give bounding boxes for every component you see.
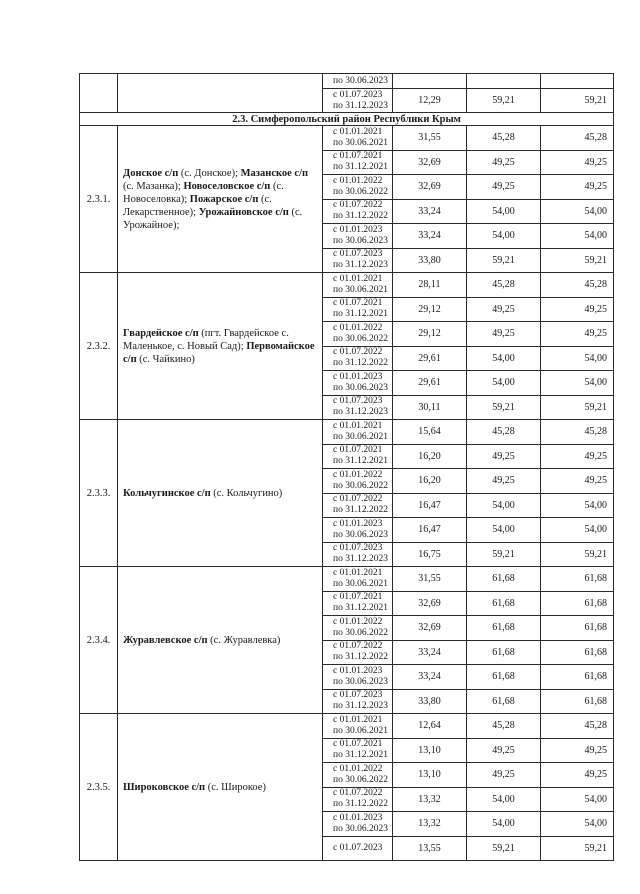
period-cell (323, 689, 393, 714)
value-v3: 61,68 (541, 591, 614, 616)
period-to: по 31.12.2021 (333, 162, 388, 173)
value-v1: 15,64 (393, 420, 467, 445)
settlement-name-bold: Широковское с/п (123, 781, 206, 793)
value-v3: 45,28 (541, 714, 614, 739)
period-from: с 01.07.2022 (333, 788, 383, 799)
period-from: с 01.01.2023 (333, 518, 383, 529)
value-v2: 61,68 (467, 591, 541, 616)
value-v3: 49,25 (541, 763, 614, 788)
settlement-name-text: (с. Мазанка); (123, 180, 184, 192)
period-cell (323, 395, 393, 420)
value-v1: 33,80 (393, 248, 467, 273)
period-cell (323, 346, 393, 371)
settlement-name-text: (с. Широкое) (205, 781, 266, 793)
period-from: с 01.01.2023 (333, 371, 383, 382)
table-row (80, 420, 614, 445)
period-cell (323, 248, 393, 273)
period-cell (323, 714, 393, 739)
settlement-name-text: (с. Чайкино) (136, 353, 195, 365)
value-v2: 61,68 (467, 689, 541, 714)
code-cell (80, 74, 118, 113)
settlement-name (118, 567, 323, 714)
value-v1: 16,47 (393, 518, 467, 543)
value-v3: 54,00 (541, 493, 614, 518)
period-cell (323, 371, 393, 396)
value-v3: 45,28 (541, 126, 614, 151)
value-v1: 12,64 (393, 714, 467, 739)
value-v1: 13,32 (393, 812, 467, 837)
name-cell (118, 74, 323, 113)
settlement-name (118, 420, 323, 567)
period-from: с 01.07.2023 (333, 842, 383, 853)
settlement-name-bold: Донское с/п (123, 167, 179, 179)
period-cell (323, 126, 393, 151)
period-to: по 31.12.2022 (333, 799, 388, 810)
value-v1: 29,12 (393, 322, 467, 347)
period-to: по 31.12.2023 (333, 100, 388, 111)
value-v3: 54,00 (541, 812, 614, 837)
value-v3: 59,21 (541, 89, 614, 113)
table-row (80, 126, 614, 151)
value-v2 (467, 74, 541, 89)
value-v1: 31,55 (393, 126, 467, 151)
period-from: с 01.01.2022 (333, 322, 383, 333)
period-from: с 01.01.2022 (333, 175, 383, 186)
table-row (80, 74, 614, 89)
period-from: с 01.01.2023 (333, 812, 383, 823)
tariff-table (79, 73, 614, 861)
item-code: 2.3.2. (80, 273, 118, 420)
value-v1: 16,47 (393, 493, 467, 518)
period-cell (323, 763, 393, 788)
period-from: с 01.07.2021 (333, 592, 383, 603)
period-cell (323, 567, 393, 592)
settlement-name-bold: Пожарское с/п (189, 193, 259, 205)
period-from: с 01.01.2022 (333, 616, 383, 627)
value-v3: 49,25 (541, 322, 614, 347)
period-to: по 31.12.2022 (333, 652, 388, 663)
period-to: по 30.06.2022 (333, 627, 388, 638)
value-v2: 49,25 (467, 763, 541, 788)
period-cell (323, 640, 393, 665)
value-v2: 61,68 (467, 616, 541, 641)
period-to: по 30.06.2022 (333, 774, 388, 785)
section-title: 2.3. Симферопольский район Республики Крым (80, 113, 614, 126)
value-v1: 29,61 (393, 346, 467, 371)
value-v2: 54,00 (467, 199, 541, 224)
value-v1: 28,11 (393, 273, 467, 298)
period-cell (323, 89, 393, 113)
period-cell (323, 591, 393, 616)
value-v1: 16,75 (393, 542, 467, 567)
value-v2: 61,68 (467, 665, 541, 690)
settlement-name-text: (с. Новоселовка); (123, 180, 284, 205)
period-from: с 01.07.2023 (333, 690, 383, 701)
period-to: по 31.12.2023 (333, 407, 388, 418)
value-v3: 59,21 (541, 248, 614, 273)
period-cell (323, 836, 393, 861)
settlement-name-bold: Урожайновское с/п (198, 206, 289, 218)
period-from: с 01.01.2022 (333, 469, 383, 480)
value-v1: 13,10 (393, 738, 467, 763)
value-v1: 32,69 (393, 616, 467, 641)
value-v2: 45,28 (467, 420, 541, 445)
period-from: с 01.01.2023 (333, 665, 383, 676)
value-v2: 49,25 (467, 469, 541, 494)
value-v1: 13,32 (393, 787, 467, 812)
item-code: 2.3.5. (80, 714, 118, 861)
value-v3: 49,25 (541, 444, 614, 469)
period-to: по 31.12.2022 (333, 358, 388, 369)
value-v2: 45,28 (467, 126, 541, 151)
settlement-name-bold: Новоселовское с/п (183, 180, 271, 192)
section-row (80, 113, 614, 126)
value-v3: 54,00 (541, 371, 614, 396)
value-v2: 54,00 (467, 787, 541, 812)
value-v1: 33,24 (393, 640, 467, 665)
value-v3: 61,68 (541, 665, 614, 690)
settlement-name-text: (с. Кольчугино) (210, 487, 283, 499)
period-to: по 30.06.2022 (333, 480, 388, 491)
period-from: с 01.07.2021 (333, 445, 383, 456)
period-to: по 30.06.2022 (333, 186, 388, 197)
period-cell (323, 322, 393, 347)
value-v2: 49,25 (467, 322, 541, 347)
settlement-name-bold: Журавлевское с/п (123, 634, 208, 646)
settlement-name-bold: Мазанское с/п (240, 167, 309, 179)
period-from: с 01.01.2021 (333, 126, 383, 137)
value-v2: 59,21 (467, 542, 541, 567)
value-v3: 61,68 (541, 616, 614, 641)
settlement-name (118, 273, 323, 420)
value-v2: 49,25 (467, 175, 541, 200)
value-v2: 54,00 (467, 493, 541, 518)
item-code: 2.3.1. (80, 126, 118, 273)
period-to: по 30.06.2021 (333, 578, 388, 589)
value-v3: 49,25 (541, 150, 614, 175)
settlement-name-text: (с. Лекарственное); (123, 193, 272, 218)
value-v2: 54,00 (467, 224, 541, 249)
period-cell (323, 74, 393, 89)
period-cell (323, 787, 393, 812)
period-from: с 01.07.2022 (333, 200, 383, 211)
value-v3: 45,28 (541, 420, 614, 445)
period-from: с 01.07.2023 (333, 89, 383, 100)
settlement-name-bold: Первомайское с/п (123, 340, 315, 365)
value-v3: 45,28 (541, 273, 614, 298)
settlement-name-text: (пгт. Гвардейское с. Маленькое, с. Новый Сад); (123, 327, 289, 352)
item-code: 2.3.4. (80, 567, 118, 714)
period-to: по 31.12.2021 (333, 309, 388, 320)
period-from: с 01.07.2021 (333, 298, 383, 309)
period-cell (323, 175, 393, 200)
value-v3: 61,68 (541, 567, 614, 592)
period-to: по 30.06.2021 (333, 725, 388, 736)
period-cell (323, 665, 393, 690)
value-v2: 45,28 (467, 714, 541, 739)
value-v1 (393, 74, 467, 89)
settlement-name-bold: Кольчугинское с/п (123, 487, 211, 499)
value-v1: 32,69 (393, 175, 467, 200)
value-v1: 16,20 (393, 444, 467, 469)
settlement-name-text: (с. Донское); (178, 167, 241, 179)
value-v2: 49,25 (467, 444, 541, 469)
value-v3: 54,00 (541, 224, 614, 249)
period-from: с 01.07.2023 (333, 543, 383, 554)
period-cell (323, 812, 393, 837)
period-from: с 01.07.2021 (333, 151, 383, 162)
value-v1: 32,69 (393, 150, 467, 175)
value-v1: 16,20 (393, 469, 467, 494)
period-from: с 01.01.2021 (333, 714, 383, 725)
period-to: по 30.06.2023 (333, 235, 388, 246)
period-from: с 01.01.2023 (333, 224, 383, 235)
period-from: с 01.07.2021 (333, 739, 383, 750)
period-to: по 30.06.2023 (333, 823, 388, 834)
period-cell (323, 224, 393, 249)
period-to: по 30.06.2023 (333, 676, 388, 687)
period-cell (323, 518, 393, 543)
table-row (80, 714, 614, 739)
value-v1: 29,61 (393, 371, 467, 396)
value-v3: 49,25 (541, 175, 614, 200)
period-from: с 01.07.2022 (333, 494, 383, 505)
period-from: с 01.01.2022 (333, 763, 383, 774)
value-v3: 54,00 (541, 518, 614, 543)
value-v2: 54,00 (467, 812, 541, 837)
period-to: по 30.06.2023 (333, 382, 388, 393)
value-v2: 54,00 (467, 518, 541, 543)
period-to: по 30.06.2023 (333, 529, 388, 540)
period-from: с 01.01.2021 (333, 273, 383, 284)
period-from: с 01.07.2022 (333, 347, 383, 358)
period-to: по 31.12.2022 (333, 211, 388, 222)
value-v1: 30,11 (393, 395, 467, 420)
value-v3: 49,25 (541, 469, 614, 494)
settlement-name-text: (с. Журавлевка) (207, 634, 281, 646)
period-to: по 31.12.2023 (333, 260, 388, 271)
value-v3: 49,25 (541, 738, 614, 763)
period-cell (323, 616, 393, 641)
period-cell (323, 493, 393, 518)
period-to: по 30.06.2021 (333, 431, 388, 442)
period-cell (323, 150, 393, 175)
period-to: по 31.12.2023 (333, 554, 388, 565)
value-v2: 59,21 (467, 89, 541, 113)
value-v3: 54,00 (541, 346, 614, 371)
settlement-name (118, 126, 323, 273)
period-from: с 01.01.2021 (333, 567, 383, 578)
period-to: по 30.06.2021 (333, 284, 388, 295)
value-v2: 59,21 (467, 248, 541, 273)
period-to: по 30.06.2021 (333, 137, 388, 148)
period-to: по 31.12.2021 (333, 603, 388, 614)
value-v1: 33,24 (393, 199, 467, 224)
value-v3: 59,21 (541, 542, 614, 567)
period-from: с 01.07.2023 (333, 249, 383, 260)
value-v2: 49,25 (467, 738, 541, 763)
table-row (80, 567, 614, 592)
item-code: 2.3.3. (80, 420, 118, 567)
period-cell (323, 542, 393, 567)
period-cell (323, 444, 393, 469)
period-cell (323, 297, 393, 322)
value-v1: 13,10 (393, 763, 467, 788)
value-v1: 29,12 (393, 297, 467, 322)
period-to: по 31.12.2022 (333, 505, 388, 516)
period-to: по 31.12.2023 (333, 701, 388, 712)
value-v3: 54,00 (541, 787, 614, 812)
value-v3 (541, 74, 614, 89)
value-v3: 59,21 (541, 395, 614, 420)
value-v2: 59,21 (467, 395, 541, 420)
period-to: по 30.06.2022 (333, 333, 388, 344)
value-v3: 49,25 (541, 297, 614, 322)
period-cell (323, 273, 393, 298)
table-row (80, 273, 614, 298)
value-v1: 13,55 (393, 836, 467, 861)
period-from: с 01.01.2021 (333, 420, 383, 431)
period-to: по 31.12.2021 (333, 750, 388, 761)
value-v3: 61,68 (541, 689, 614, 714)
value-v1: 33,24 (393, 224, 467, 249)
value-v3: 59,21 (541, 836, 614, 861)
value-v2: 54,00 (467, 346, 541, 371)
settlement-name-bold: Гвардейское с/п (123, 327, 199, 339)
value-v1: 31,55 (393, 567, 467, 592)
value-v2: 49,25 (467, 150, 541, 175)
value-v1: 32,69 (393, 591, 467, 616)
value-v2: 45,28 (467, 273, 541, 298)
period-cell (323, 469, 393, 494)
settlement-name-text: (с. Урожайное); (123, 206, 303, 231)
period-from: с 01.07.2023 (333, 396, 383, 407)
value-v2: 49,25 (467, 297, 541, 322)
value-v2: 54,00 (467, 371, 541, 396)
value-v1: 33,24 (393, 665, 467, 690)
value-v2: 59,21 (467, 836, 541, 861)
period-cell (323, 738, 393, 763)
period-to: по 30.06.2023 (333, 75, 388, 86)
period-cell (323, 199, 393, 224)
value-v2: 61,68 (467, 640, 541, 665)
period-from: с 01.07.2022 (333, 641, 383, 652)
value-v3: 61,68 (541, 640, 614, 665)
value-v3: 54,00 (541, 199, 614, 224)
value-v1: 33,80 (393, 689, 467, 714)
value-v1: 12,29 (393, 89, 467, 113)
settlement-name (118, 714, 323, 861)
value-v2: 61,68 (467, 567, 541, 592)
period-cell (323, 420, 393, 445)
period-to: по 31.12.2021 (333, 456, 388, 467)
